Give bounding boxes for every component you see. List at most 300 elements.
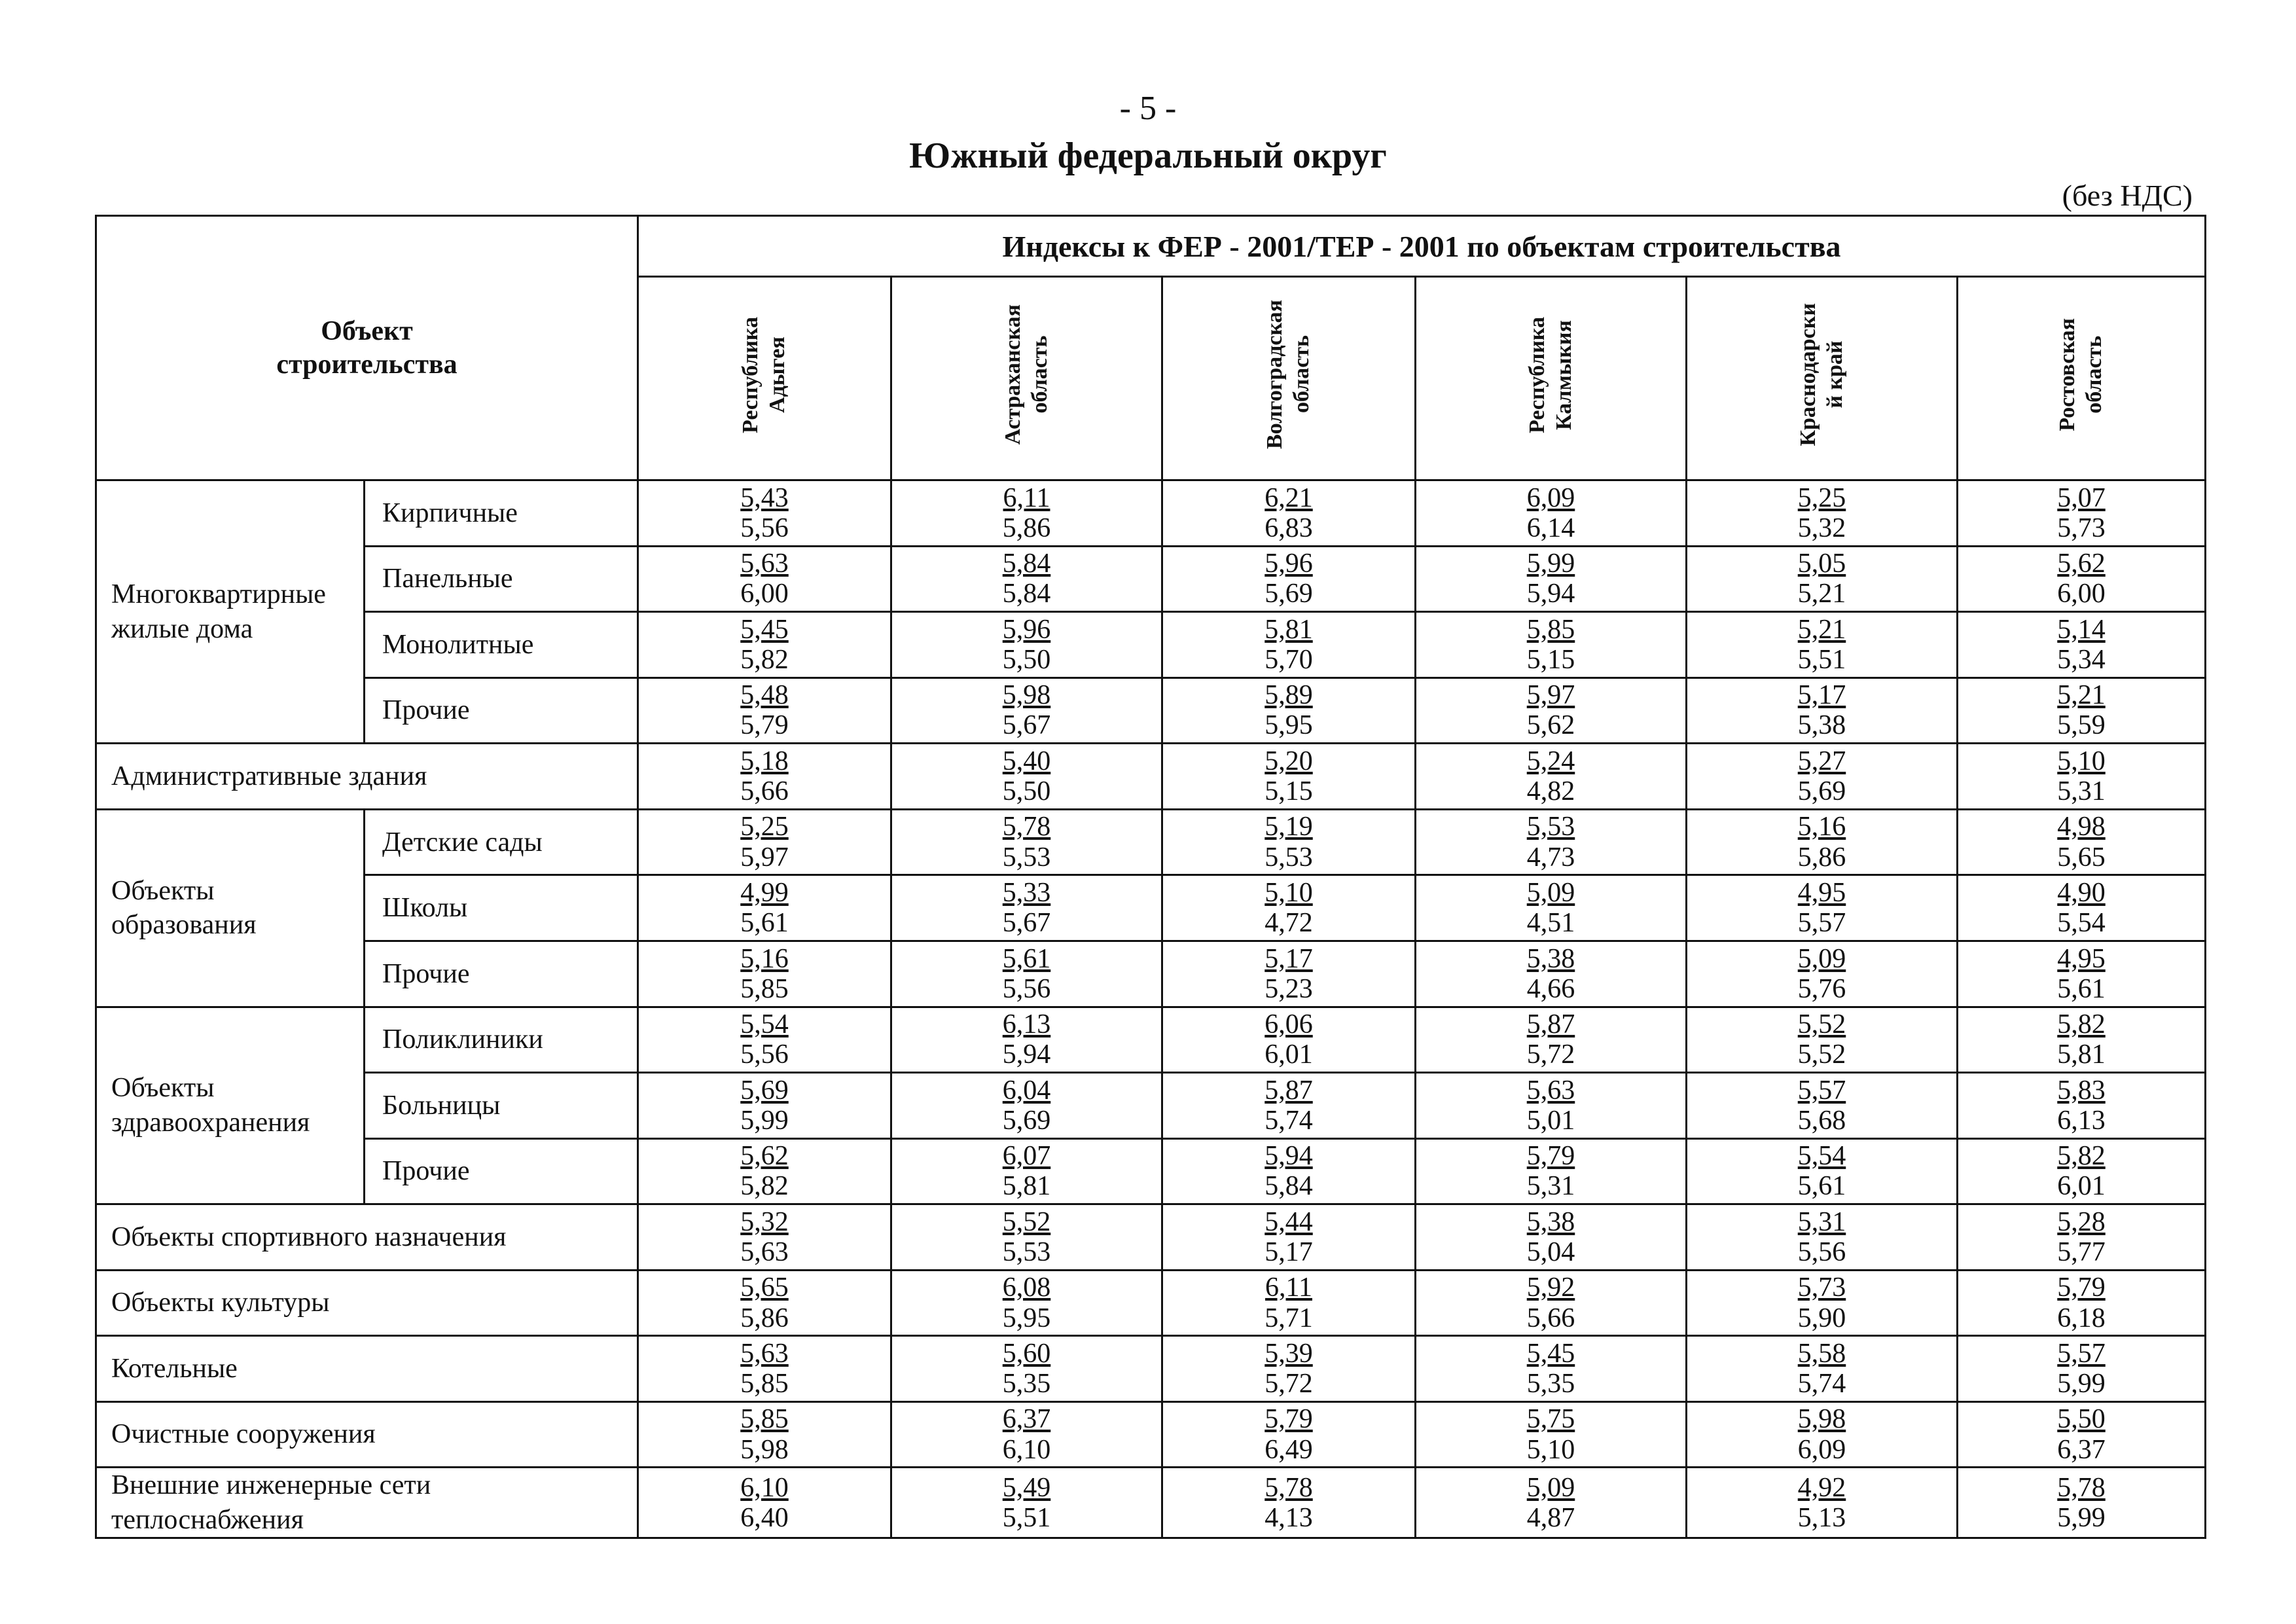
index-cell: [891, 875, 1162, 941]
index-value-top: 5,10: [2057, 746, 2106, 776]
index-value-bottom: 5,15: [1526, 644, 1575, 675]
index-value-top: 5,21: [2057, 680, 2106, 711]
index-value-top: 5,16: [740, 943, 789, 974]
index-cell: [1687, 875, 1958, 941]
index-value-top: 6,21: [1265, 482, 1313, 513]
index-cell: [1687, 1007, 1958, 1073]
index-value-top: 5,27: [1797, 746, 1846, 776]
index-value-top: 5,10: [1265, 877, 1313, 908]
index-cell: [891, 1007, 1162, 1073]
index-value-top: 5,83: [2057, 1075, 2106, 1106]
index-value-bottom: 5,31: [2057, 776, 2106, 807]
table-row: [96, 612, 2206, 678]
index-value-bottom: 6,13: [2057, 1105, 2106, 1136]
index-value-bottom: 4,66: [1526, 973, 1575, 1004]
index-value-top: 5,38: [1526, 1206, 1575, 1237]
index-value-bottom: 5,74: [1797, 1369, 1846, 1399]
table-row: [96, 1468, 2206, 1538]
object-label: Котельные: [96, 1336, 638, 1402]
index-value-bottom: 5,51: [1797, 644, 1846, 675]
index-value-top: 4,98: [2057, 812, 2106, 842]
group-label: Объекты образования: [96, 809, 365, 1007]
index-value-bottom: 5,56: [740, 513, 789, 543]
table-row: [96, 546, 2206, 612]
index-cell: [638, 480, 891, 547]
index-value-top: 6,10: [740, 1472, 789, 1503]
index-cell: [638, 941, 891, 1007]
index-value-bottom: 6,49: [1265, 1434, 1313, 1465]
index-value-top: 4,99: [740, 877, 789, 908]
index-value-bottom: 5,53: [1002, 1236, 1051, 1267]
index-cell: [1162, 1204, 1416, 1271]
vat-note: (без НДС): [2062, 179, 2193, 212]
index-value-bottom: 5,74: [1265, 1105, 1313, 1136]
index-value-top: 5,25: [740, 812, 789, 842]
index-cell: [1162, 1401, 1416, 1468]
index-value-bottom: 5,35: [1526, 1369, 1575, 1399]
index-value-bottom: 5,86: [1797, 842, 1846, 873]
index-value-bottom: 5,32: [1797, 513, 1846, 543]
subtype-label: Кирпичные: [365, 480, 638, 547]
region-header: Волгоградская область: [1162, 277, 1416, 480]
index-value-top: 5,78: [1002, 812, 1051, 842]
index-value-top: 5,84: [1002, 549, 1051, 579]
index-cell: [1162, 1007, 1416, 1073]
index-value-bottom: 5,68: [1797, 1105, 1846, 1136]
index-value-top: 6,11: [1265, 1272, 1312, 1303]
index-cell: [1687, 1468, 1958, 1538]
index-cell: [1416, 744, 1687, 810]
index-value-top: 5,60: [1002, 1338, 1051, 1369]
index-value-bottom: 5,35: [1002, 1369, 1051, 1399]
index-value-top: 5,78: [2057, 1472, 2106, 1503]
index-cell: [1162, 809, 1416, 875]
index-value-top: 5,79: [1526, 1141, 1575, 1172]
index-cell: [1162, 1138, 1416, 1204]
index-value-bottom: 5,85: [740, 1369, 789, 1399]
index-value-top: 5,44: [1265, 1206, 1313, 1237]
index-value-bottom: 5,70: [1265, 644, 1313, 675]
subtype-label: Прочие: [365, 1138, 638, 1204]
index-value-top: 5,79: [2057, 1272, 2106, 1303]
index-cell: [638, 677, 891, 744]
index-cell: [638, 612, 891, 678]
index-value-bottom: 4,73: [1526, 842, 1575, 873]
index-value-top: 5,54: [740, 1009, 789, 1040]
index-value-bottom: 5,38: [1797, 710, 1846, 741]
index-cell: [1416, 1138, 1687, 1204]
index-value-top: 5,33: [1002, 877, 1051, 908]
index-value-bottom: 4,87: [1526, 1502, 1575, 1533]
index-cell: [891, 1204, 1162, 1271]
index-value-bottom: 5,51: [1002, 1502, 1051, 1533]
index-value-top: 5,52: [1797, 1009, 1846, 1040]
index-value-top: 5,85: [1526, 614, 1575, 645]
index-value-top: 5,99: [1526, 549, 1575, 579]
index-cell: [1958, 1007, 2206, 1073]
index-cell: [1416, 809, 1687, 875]
index-value-bottom: 5,67: [1002, 908, 1051, 939]
table-row: [96, 1138, 2206, 1204]
index-value-top: 5,65: [740, 1272, 789, 1303]
index-value-bottom: 5,82: [740, 644, 789, 675]
index-cell: [1416, 677, 1687, 744]
index-cell: [1958, 1401, 2206, 1468]
index-cell: [1687, 677, 1958, 744]
group-label: Объекты здравоохранения: [96, 1007, 365, 1204]
index-value-bottom: 5,84: [1002, 579, 1051, 609]
index-value-bottom: 4,51: [1526, 908, 1575, 939]
index-value-bottom: 5,54: [2057, 908, 2106, 939]
index-cell: [1162, 1336, 1416, 1402]
index-cell: [1416, 612, 1687, 678]
index-value-top: 6,08: [1002, 1272, 1051, 1303]
index-value-bottom: 5,63: [740, 1236, 789, 1267]
table-row: [96, 1073, 2206, 1139]
object-label: Очистные сооружения: [96, 1401, 638, 1468]
index-value-top: 5,62: [740, 1141, 789, 1172]
index-value-top: 5,73: [1797, 1272, 1846, 1303]
index-value-bottom: 5,76: [1797, 973, 1846, 1004]
object-label: Административные здания: [96, 744, 638, 810]
index-cell: [1687, 1270, 1958, 1336]
index-value-bottom: 6,40: [740, 1502, 789, 1533]
index-value-top: 5,52: [1002, 1206, 1051, 1237]
index-value-bottom: 5,77: [2057, 1236, 2106, 1267]
index-value-top: 5,96: [1265, 549, 1313, 579]
index-value-bottom: 5,94: [1002, 1039, 1051, 1070]
index-cell: [638, 1073, 891, 1139]
index-value-bottom: 6,09: [1797, 1434, 1846, 1465]
index-value-bottom: 5,31: [1526, 1171, 1575, 1202]
index-value-bottom: 5,81: [1002, 1171, 1051, 1202]
index-value-top: 5,32: [740, 1206, 789, 1237]
index-cell: [1687, 1401, 1958, 1468]
index-value-top: 5,45: [1526, 1338, 1575, 1369]
index-cell: [1958, 1336, 2206, 1402]
index-cell: [1416, 1073, 1687, 1139]
index-value-bottom: 5,85: [740, 973, 789, 1004]
index-value-bottom: 5,69: [1797, 776, 1846, 807]
index-cell: [1162, 1468, 1416, 1538]
index-cell: [1162, 744, 1416, 810]
index-cell: [1958, 744, 2206, 810]
index-value-top: 5,24: [1526, 746, 1575, 776]
index-value-top: 5,09: [1526, 1472, 1575, 1503]
index-value-top: 4,92: [1797, 1472, 1846, 1503]
index-value-bottom: 5,97: [740, 842, 789, 873]
index-value-bottom: 5,86: [740, 1303, 789, 1333]
index-value-bottom: 5,94: [1526, 579, 1575, 609]
index-cell: [891, 546, 1162, 612]
table-row: [96, 677, 2206, 744]
index-value-bottom: 5,17: [1265, 1236, 1313, 1267]
index-cell: [1958, 1270, 2206, 1336]
index-value-top: 6,04: [1002, 1075, 1051, 1106]
index-value-top: 6,06: [1265, 1009, 1313, 1040]
index-value-top: 5,53: [1526, 812, 1575, 842]
index-value-top: 5,98: [1002, 680, 1051, 711]
index-value-top: 5,58: [1797, 1338, 1846, 1369]
index-value-top: 4,95: [2057, 943, 2106, 974]
index-value-top: 5,25: [1797, 482, 1846, 513]
index-cell: [891, 1401, 1162, 1468]
index-value-bottom: 5,98: [740, 1434, 789, 1465]
index-cell: [1687, 941, 1958, 1007]
index-table: [95, 215, 2206, 1539]
index-cell: [638, 875, 891, 941]
index-value-top: 5,43: [740, 482, 789, 513]
index-value-bottom: 5,67: [1002, 710, 1051, 741]
index-cell: [1687, 612, 1958, 678]
index-value-bottom: 6,14: [1526, 513, 1575, 543]
index-cell: [891, 744, 1162, 810]
index-value-top: 5,31: [1797, 1206, 1846, 1237]
index-cell: [1162, 1073, 1416, 1139]
index-cell: [638, 1270, 891, 1336]
index-cell: [1958, 1204, 2206, 1271]
index-value-top: 5,16: [1797, 812, 1846, 842]
index-value-top: 5,20: [1265, 746, 1313, 776]
index-value-top: 4,95: [1797, 877, 1846, 908]
index-value-bottom: 5,65: [2057, 842, 2106, 873]
index-value-bottom: 5,99: [2057, 1502, 2106, 1533]
index-value-bottom: 5,56: [1002, 973, 1051, 1004]
index-cell: [638, 744, 891, 810]
index-cell: [1958, 1138, 2206, 1204]
index-value-top: 6,07: [1002, 1141, 1051, 1172]
index-value-top: 5,40: [1002, 746, 1051, 776]
index-value-bottom: 5,90: [1797, 1303, 1846, 1333]
table-row: [96, 744, 2206, 810]
index-value-bottom: 5,01: [1526, 1105, 1575, 1136]
index-value-top: 5,14: [2057, 614, 2106, 645]
index-value-top: 5,19: [1265, 812, 1313, 842]
index-cell: [1958, 1468, 2206, 1538]
index-value-top: 5,63: [740, 1338, 789, 1369]
index-value-bottom: 5,50: [1002, 776, 1051, 807]
index-value-bottom: 5,71: [1265, 1303, 1313, 1333]
index-cell: [1687, 744, 1958, 810]
index-value-bottom: 5,82: [740, 1171, 789, 1202]
index-cell: [1416, 875, 1687, 941]
group-label: Многоквартирные жилые дома: [96, 480, 365, 744]
index-value-top: 5,94: [1265, 1141, 1313, 1172]
index-value-bottom: 5,52: [1797, 1039, 1846, 1070]
index-value-bottom: 5,04: [1526, 1236, 1575, 1267]
index-cell: [891, 809, 1162, 875]
index-value-bottom: 4,82: [1526, 776, 1575, 807]
index-value-top: 5,45: [740, 614, 789, 645]
table-row: [96, 1270, 2206, 1336]
index-cell: [891, 1138, 1162, 1204]
index-cell: [1687, 1204, 1958, 1271]
index-value-top: 5,05: [1797, 549, 1846, 579]
index-cell: [1687, 1073, 1958, 1139]
index-cell: [891, 480, 1162, 547]
index-value-top: 5,97: [1526, 680, 1575, 711]
index-value-bottom: 5,23: [1265, 973, 1313, 1004]
index-cell: [1162, 677, 1416, 744]
index-value-bottom: 5,61: [1797, 1171, 1846, 1202]
index-value-top: 5,07: [2057, 482, 2106, 513]
region-header: Республика Адыгея: [638, 277, 891, 480]
index-cell: [638, 1007, 891, 1073]
index-value-bottom: 5,72: [1526, 1039, 1575, 1070]
index-value-top: 5,28: [2057, 1206, 2106, 1237]
index-cell: [1162, 480, 1416, 547]
index-value-top: 5,81: [1265, 614, 1313, 645]
index-cell: [891, 1336, 1162, 1402]
index-value-top: 5,82: [2057, 1141, 2106, 1172]
index-value-bottom: 5,66: [740, 776, 789, 807]
index-cell: [1958, 1073, 2206, 1139]
index-cell: [1416, 1468, 1687, 1538]
index-value-bottom: 5,99: [2057, 1369, 2106, 1399]
table-row: [96, 1007, 2206, 1073]
index-cell: [1416, 1007, 1687, 1073]
index-value-top: 5,17: [1265, 943, 1313, 974]
index-value-bottom: 5,53: [1265, 842, 1313, 873]
index-value-top: 5,87: [1265, 1075, 1313, 1106]
index-cell: [1162, 612, 1416, 678]
table-row: [96, 1336, 2206, 1402]
object-label: Внешние инженерные сети теплоснабжения: [96, 1468, 638, 1538]
index-value-bottom: 6,00: [2057, 579, 2106, 609]
region-header: Республика Калмыкия: [1416, 277, 1687, 480]
subtype-label: Школы: [365, 875, 638, 941]
subtype-label: Прочие: [365, 677, 638, 744]
index-value-bottom: 5,53: [1002, 842, 1051, 873]
index-value-bottom: 6,00: [740, 579, 789, 609]
index-value-bottom: 5,81: [2057, 1039, 2106, 1070]
index-cell: [638, 1336, 891, 1402]
index-value-bottom: 5,61: [2057, 973, 2106, 1004]
index-value-top: 5,48: [740, 680, 789, 711]
index-value-top: 5,57: [2057, 1338, 2106, 1369]
index-cell: [638, 1401, 891, 1468]
object-label: Объекты спортивного назначения: [96, 1204, 638, 1271]
index-value-bottom: 6,37: [2057, 1434, 2106, 1465]
index-cell: [638, 546, 891, 612]
index-cell: [1416, 1270, 1687, 1336]
index-value-top: 5,49: [1002, 1472, 1051, 1503]
index-value-bottom: 5,95: [1265, 710, 1313, 741]
index-value-top: 5,09: [1797, 943, 1846, 974]
index-value-top: 5,62: [2057, 549, 2106, 579]
index-value-bottom: 5,21: [1797, 579, 1846, 609]
index-value-bottom: 5,66: [1526, 1303, 1575, 1333]
index-cell: [1416, 1204, 1687, 1271]
index-cell: [1958, 941, 2206, 1007]
index-value-bottom: 5,79: [740, 710, 789, 741]
index-value-bottom: 5,59: [2057, 710, 2106, 741]
index-value-top: 5,87: [1526, 1009, 1575, 1040]
index-value-top: 5,92: [1526, 1272, 1575, 1303]
index-value-bottom: 5,95: [1002, 1303, 1051, 1333]
index-value-bottom: 5,56: [740, 1039, 789, 1070]
index-value-top: 5,21: [1797, 614, 1846, 645]
index-cell: [1416, 941, 1687, 1007]
index-value-top: 5,09: [1526, 877, 1575, 908]
index-cell: [638, 1138, 891, 1204]
index-value-top: 5,82: [2057, 1009, 2106, 1040]
index-value-bottom: 6,10: [1002, 1434, 1051, 1465]
table-row: [96, 875, 2206, 941]
index-cell: [1687, 546, 1958, 612]
index-cell: [1416, 480, 1687, 547]
index-cell: [1958, 546, 2206, 612]
index-cell: [1958, 480, 2206, 547]
subtype-label: Прочие: [365, 941, 638, 1007]
index-value-bottom: 5,72: [1265, 1369, 1313, 1399]
subtype-label: Панельные: [365, 546, 638, 612]
index-value-top: 5,50: [2057, 1404, 2106, 1435]
index-cell: [638, 1468, 891, 1538]
index-cell: [638, 1204, 891, 1271]
index-value-bottom: 5,62: [1526, 710, 1575, 741]
index-value-top: 6,09: [1526, 482, 1575, 513]
page-number: - 5 -: [1119, 90, 1177, 127]
index-cell: [891, 941, 1162, 1007]
index-value-bottom: 5,57: [1797, 908, 1846, 939]
index-value-top: 5,63: [740, 549, 789, 579]
index-cell: [1162, 1270, 1416, 1336]
index-value-top: 5,57: [1797, 1075, 1846, 1106]
index-value-top: 5,54: [1797, 1141, 1846, 1172]
index-cell: [1687, 1138, 1958, 1204]
index-value-top: 6,13: [1002, 1009, 1051, 1040]
object-label: Объекты культуры: [96, 1270, 638, 1336]
index-value-top: 5,61: [1002, 943, 1051, 974]
index-cell: [1687, 1336, 1958, 1402]
index-value-top: 5,17: [1797, 680, 1846, 711]
subtype-label: Поликлиники: [365, 1007, 638, 1073]
index-value-top: 5,78: [1265, 1472, 1313, 1503]
index-value-bottom: 5,15: [1265, 776, 1313, 807]
index-value-bottom: 5,56: [1797, 1236, 1846, 1267]
index-value-bottom: 5,69: [1002, 1105, 1051, 1136]
page-title: Южный федеральный округ: [909, 135, 1387, 176]
table-row: [96, 1204, 2206, 1271]
index-cell: [638, 809, 891, 875]
table-row: [96, 809, 2206, 875]
index-value-top: 5,39: [1265, 1338, 1313, 1369]
index-value-top: 5,69: [740, 1075, 789, 1106]
index-value-bottom: 4,13: [1265, 1502, 1313, 1533]
index-value-top: 5,18: [740, 746, 789, 776]
index-cell: [1162, 941, 1416, 1007]
index-value-bottom: 6,18: [2057, 1303, 2106, 1333]
index-value-bottom: 6,83: [1265, 513, 1313, 543]
index-value-top: 5,85: [740, 1404, 789, 1435]
object-header: Объект строительства: [96, 216, 638, 480]
index-header: Индексы к ФЕР - 2001/ТЕР - 2001 по объектам строительства: [638, 216, 2206, 277]
index-value-bottom: 5,69: [1265, 579, 1313, 609]
index-cell: [1416, 546, 1687, 612]
index-cell: [891, 1468, 1162, 1538]
table-row: [96, 941, 2206, 1007]
index-cell: [1416, 1401, 1687, 1468]
index-cell: [1416, 1336, 1687, 1402]
index-value-top: 5,89: [1265, 680, 1313, 711]
subtype-label: Больницы: [365, 1073, 638, 1139]
index-cell: [1958, 677, 2206, 744]
index-cell: [891, 677, 1162, 744]
index-value-bottom: 5,86: [1002, 513, 1051, 543]
index-value-bottom: 6,01: [1265, 1039, 1313, 1070]
subtype-label: Детские сады: [365, 809, 638, 875]
